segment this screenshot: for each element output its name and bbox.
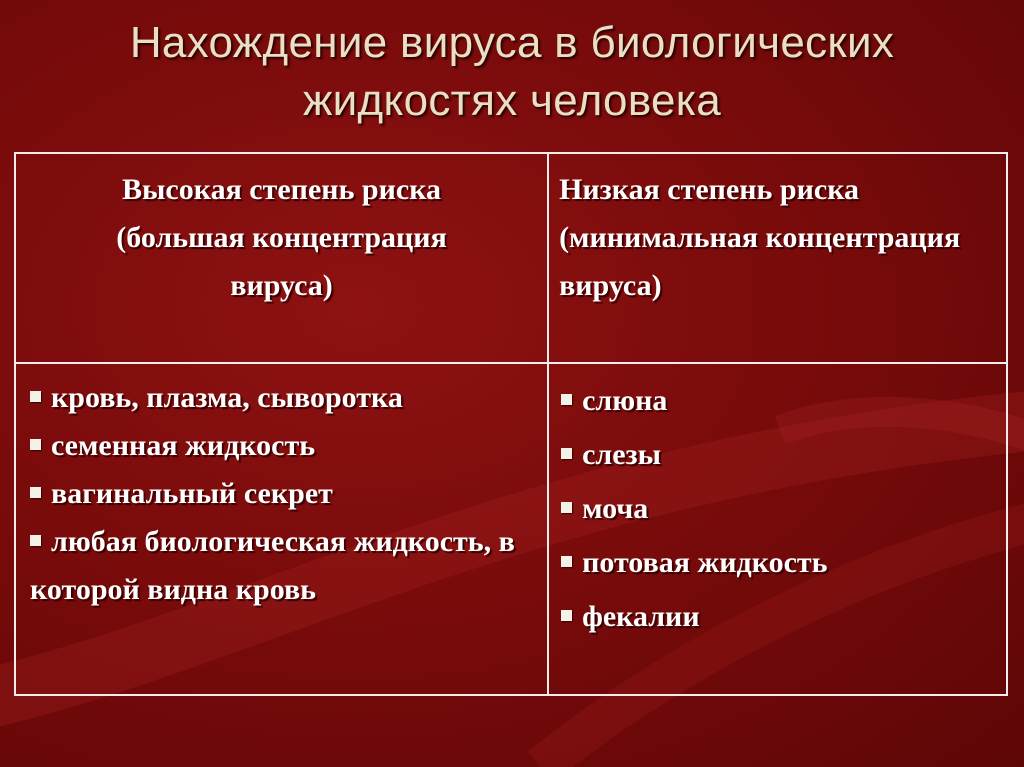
list-item [561,590,998,644]
list-item-label: фекалии [582,600,700,633]
list-item-label: слезы [582,438,662,471]
risk-table [14,152,1008,696]
header-high-risk-label: Высокая степень риска (большая концентрация вируса) [116,173,447,302]
list-item-label: кровь, плазма, сыворотка [51,381,403,414]
title-line-1: Нахождение вируса в биологических [129,18,895,67]
list-item-label: моча [582,492,649,525]
square-bullet-icon [561,448,572,459]
high-risk-list [15,363,548,695]
list-item [561,428,998,482]
header-high-risk [15,153,548,363]
header-low-risk-label: Низкая степень риска (минимальная концентрация вируса) [559,173,961,302]
list-item [561,482,998,536]
list-item-label: потовая жидкость [582,546,828,579]
square-bullet-icon [30,487,41,498]
page-title [0,14,1024,130]
list-item-label: семенная жидкость [51,429,316,462]
square-bullet-icon [30,439,41,450]
header-low-risk [548,153,1007,363]
square-bullet-icon [30,535,41,546]
list-item [30,374,539,422]
title-line-2: жидкостях человека [302,76,722,125]
list-item [30,518,539,614]
list-item [561,536,998,590]
square-bullet-icon [561,502,572,513]
square-bullet-icon [561,610,572,621]
list-item [30,470,539,518]
list-item [30,422,539,470]
low-risk-list [548,363,1007,695]
list-item [561,374,998,428]
square-bullet-icon [561,556,572,567]
list-item-label: вагинальный секрет [51,477,333,510]
table-header-row [15,153,1007,363]
square-bullet-icon [30,391,41,402]
list-item-label: любая биологическая жидкость, в которой видна кровь [30,525,515,606]
list-item-label: слюна [582,384,668,417]
square-bullet-icon [561,394,572,405]
table-body-row [15,363,1007,695]
